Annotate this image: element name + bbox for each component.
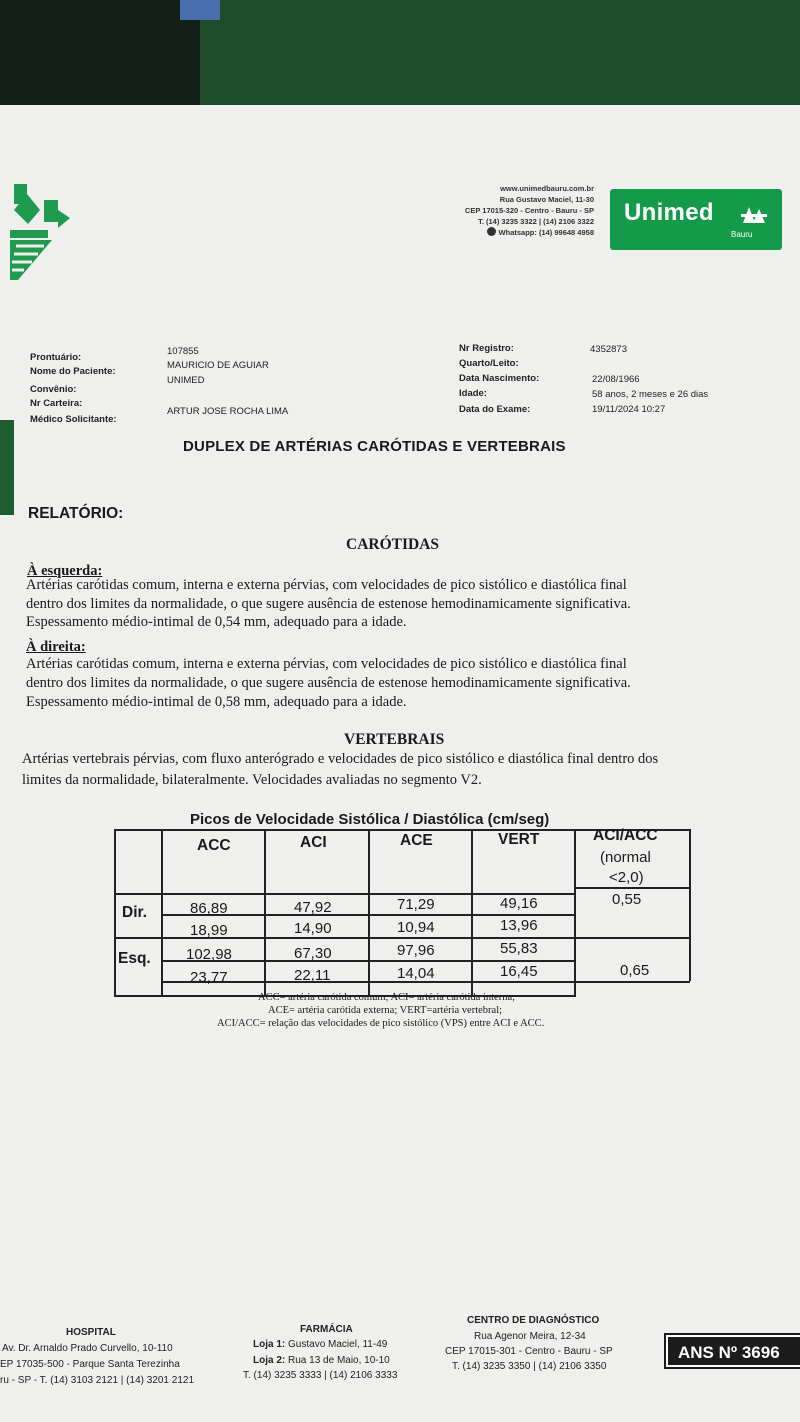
phones: T. (14) 3235 3322 | (14) 2106 3322 [478, 217, 594, 226]
direita-line-3: Espessamento médio-intimal de 0,58 mm, adequado para a idade. [26, 694, 407, 710]
document-title: DUPLEX DE ARTÉRIAS CARÓTIDAS E VERTEBRAIS [183, 438, 566, 455]
exame-value: 19/11/2024 10:27 [592, 404, 666, 415]
vertebrais-line-2: limites da normalidade, bilateralmente. Velocidades avaliadas no segmento V2. [22, 772, 482, 788]
table-cell: 55,83 [500, 940, 538, 957]
table-cell: 71,29 [397, 896, 435, 913]
registro-value: 4352873 [590, 344, 627, 355]
idade-value: 58 anos, 2 meses e 26 dias [592, 389, 709, 400]
legend-line-1: ACC= artéria carótida comum; ACI= artéria carótida interna; [258, 992, 516, 1003]
medico-value: ARTUR JOSE ROCHA LIMA [167, 406, 289, 417]
carteira-label: Nr Carteira: [30, 398, 83, 409]
background-folder [200, 0, 800, 110]
tree-icon [739, 203, 771, 225]
whatsapp-icon [487, 227, 496, 236]
farmacia-phone: T. (14) 3235 3333 | (14) 2106 3333 [243, 1370, 398, 1381]
col-ratio-normal: (normal [600, 849, 651, 866]
table-cell: 102,98 [186, 946, 232, 963]
col-ratio-limit: <2,0) [609, 869, 644, 886]
vertebrais-title: VERTEBRAIS [344, 731, 445, 748]
unimed-logo-icon [8, 180, 72, 284]
hospital-heading: HOSPITAL [66, 1327, 116, 1338]
registro-label: Nr Registro: [459, 343, 514, 354]
esquerda-line-2: dentro dos limites da normalidade, o que sugere ausência de estenose hemodinamicamente significativa. [26, 596, 631, 612]
esq-ratio: 0,65 [620, 962, 650, 979]
esquerda-heading: À esquerda: [27, 563, 103, 579]
convenio-value: UNIMED [167, 375, 205, 386]
website: www.unimedbauru.com.br [500, 184, 594, 193]
farmacia-line-1 [253, 1339, 387, 1350]
table-cell: 97,96 [397, 942, 435, 959]
direita-heading: À direita: [26, 639, 86, 655]
direita-line-2: dentro dos limites da normalidade, o que sugere ausência de estenose hemodinamicamente significativa. [26, 675, 631, 691]
medico-label: Médico Solicitante: [30, 414, 117, 425]
esquerda-line-3: Espessamento médio-intimal de 0,54 mm, adequado para a idade. [26, 614, 407, 630]
table-cell: 23,77 [190, 969, 228, 986]
farmacia-heading: FARMÁCIA [300, 1324, 353, 1335]
centro-line-3: T. (14) 3235 3350 | (14) 2106 3350 [452, 1361, 607, 1372]
col-ace: ACE [400, 832, 433, 849]
brand-name: Unimed [624, 199, 714, 226]
table-cell: 67,30 [294, 945, 332, 962]
direita-line-1: Artérias carótidas comum, interna e externa pérvias, com velocidades de pico sistólico e diastólica final [26, 656, 627, 672]
table-title: Picos de Velocidade Sistólica / Diastólica (cm/seg) [190, 811, 550, 828]
background-object [180, 0, 220, 20]
table-cell: 10,94 [397, 919, 435, 936]
dir-ratio: 0,55 [612, 891, 642, 908]
nome-value: MAURICIO DE AGUIAR [167, 360, 269, 371]
convenio-label: Convênio: [30, 384, 77, 395]
unimed-brand [610, 189, 782, 250]
hospital-line-2: EP 17035-500 - Parque Santa Terezinha [0, 1359, 180, 1370]
table-cell: 22,11 [294, 967, 331, 984]
relatorio-heading: RELATÓRIO: [28, 505, 124, 522]
velocity-table [114, 829, 690, 997]
whatsapp: Whatsapp: (14) 99648 4958 [498, 228, 594, 237]
farmacia-loja1: Gustavo Maciel, 11-49 [285, 1339, 388, 1350]
ans-badge: ANS Nº 3696 [666, 1335, 800, 1367]
centro-line-2: CEP 17015-301 - Centro - Bauru - SP [445, 1346, 613, 1357]
carotidas-title: CARÓTIDAS [346, 536, 440, 553]
nascimento-value: 22/08/1966 [592, 374, 640, 385]
table-cell: 14,04 [397, 965, 435, 982]
row-esq-label: Esq. [118, 950, 151, 967]
col-vert: VERT [498, 831, 540, 848]
cep-line: CEP 17015-320 - Centro - Bauru - SP [464, 206, 594, 215]
nome-label: Nome do Paciente: [30, 366, 116, 377]
prontuario-label: Prontuário: [30, 352, 82, 363]
folder-edge [0, 420, 14, 515]
col-acc: ACC [197, 837, 231, 854]
farmacia-line-2 [253, 1355, 390, 1366]
hospital-line-1: Av. Dr. Arnaldo Prado Curvello, 10-110 [2, 1343, 173, 1354]
centro-line-1: Rua Agenor Meira, 12-34 [474, 1331, 586, 1342]
vertebrais-line-1: Artérias vertebrais pérvias, com fluxo anterógrado e velocidades de pico sistólico e diastólica final dentro dos [22, 751, 659, 767]
legend-line-2: ACE= artéria carótida externa; VERT=artéria vertebral; [268, 1005, 503, 1016]
table-cell: 49,16 [500, 895, 538, 912]
table-cell: 14,90 [294, 920, 332, 937]
table-cell: 47,92 [294, 899, 332, 916]
brand-sub: Bauru [731, 230, 753, 239]
prontuario-value: 107855 [167, 346, 199, 357]
row-dir-label: Dir. [122, 904, 147, 921]
table-cell: 18,99 [190, 922, 228, 939]
table-cell: 16,45 [500, 963, 538, 980]
farmacia-loja2-label: Loja 2: [253, 1355, 286, 1366]
nascimento-label: Data Nascimento: [459, 373, 540, 384]
col-aci: ACI [300, 834, 327, 851]
hospital-line-3: ru - SP - T. (14) 3103 2121 | (14) 3201 2121 [0, 1375, 195, 1386]
col-ratio: ACI/ACC [593, 827, 658, 844]
table-cell: 86,89 [190, 900, 228, 917]
farmacia-loja2: Rua 13 de Maio, 10-10 [285, 1355, 390, 1366]
exame-label: Data do Exame: [459, 404, 531, 415]
address: Rua Gustavo Maciel, 11-30 [499, 195, 594, 204]
legend-line-3: ACI/ACC= relação das velocidades de pico sistólico (VPS) entre ACI e ACC. [217, 1018, 545, 1029]
contact-block [400, 183, 594, 238]
idade-label: Idade: [459, 388, 487, 399]
centro-heading: CENTRO DE DIAGNÓSTICO [467, 1315, 600, 1326]
esquerda-line-1: Artérias carótidas comum, interna e externa pérvias, com velocidades de pico sistólico e diastólica final [26, 577, 627, 593]
quarto-label: Quarto/Leito: [459, 358, 519, 369]
table-cell: 13,96 [500, 917, 538, 934]
farmacia-loja1-label: Loja 1: [253, 1339, 286, 1350]
